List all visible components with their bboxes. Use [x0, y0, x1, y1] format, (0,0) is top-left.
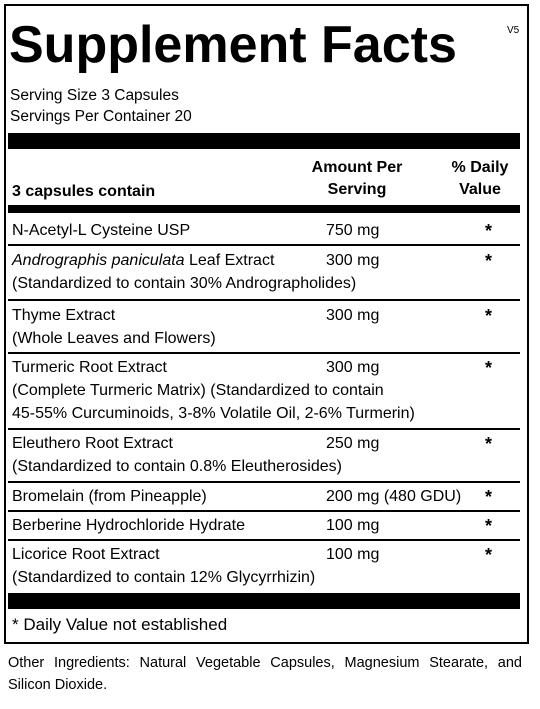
ingredient-name: Berberine Hydrochloride Hydrate: [12, 517, 245, 534]
ingredient-dv: *: [485, 221, 493, 241]
ingredient-amount: 200 mg (480 GDU): [326, 488, 462, 505]
ingredient-name: Turmeric Root Extract: [12, 359, 167, 376]
ingredient-amount: 100 mg: [326, 517, 380, 534]
version-code: V5: [507, 25, 520, 36]
ingredient-amount: 300 mg: [326, 252, 380, 269]
ingredient-dv: *: [485, 306, 493, 326]
ingredient-detail: (Standardized to contain 12% Glycyrrhizin): [12, 569, 316, 586]
other-ingredients: Other Ingredients: Natural Vegetable Capsules, Magnesium Stearate, and Silicon Dioxide.: [8, 655, 522, 693]
row-divider: [8, 244, 520, 246]
column-header-amount-1: Amount Per: [311, 159, 403, 176]
ingredient-name: Eleuthero Root Extract: [12, 435, 173, 452]
ingredient-detail: 45-55% Curcuminoids, 3-8% Volatile Oil, 2-6% Turmerin): [12, 405, 415, 422]
ingredient-name: Thyme Extract: [12, 307, 116, 324]
column-header-amount-2: Serving: [327, 181, 387, 198]
row-divider: [8, 299, 520, 301]
ingredient-name: Bromelain (from Pineapple): [12, 488, 207, 505]
divider-thick-top: [8, 133, 520, 149]
ingredient-amount: 100 mg: [326, 546, 380, 563]
ingredient-dv: *: [485, 358, 493, 378]
column-header-dv-1: % Daily: [451, 159, 509, 176]
ingredient-name: N-Acetyl-L Cysteine USP: [12, 222, 191, 239]
row-divider: [8, 539, 520, 541]
ingredient-amount: 250 mg: [326, 435, 380, 452]
servings-per-container: Servings Per Container 20: [10, 108, 192, 125]
ingredient-dv: *: [485, 434, 493, 454]
ingredient-detail: (Complete Turmeric Matrix) (Standardized to contain: [12, 382, 384, 399]
ingredient-name: [12, 250, 274, 271]
ingredient-dv: *: [485, 487, 493, 507]
ingredient-detail: (Standardized to contain 0.8% Eleutherosides): [12, 458, 342, 475]
ingredient-dv: *: [485, 545, 493, 565]
column-header-contain: 3 capsules contain: [12, 183, 156, 200]
column-header-dv-2: Value: [459, 181, 501, 198]
ingredient-amount: 750 mg: [326, 222, 380, 239]
ingredient-detail: (Whole Leaves and Flowers): [12, 330, 216, 347]
panel-title: Supplement Facts: [9, 16, 457, 74]
ingredient-amount: 300 mg: [326, 359, 380, 376]
ingredient-dv: *: [485, 516, 493, 536]
daily-value-footnote: * Daily Value not established: [12, 615, 228, 634]
ingredient-name-rest: Leaf Extract: [184, 252, 275, 269]
divider-medium: [8, 205, 520, 213]
serving-size: Serving Size 3 Capsules: [10, 87, 179, 104]
ingredient-dv: *: [485, 251, 493, 271]
ingredient-name-italic: Andrographis paniculata: [12, 252, 185, 269]
divider-thick-bottom: [8, 593, 520, 609]
row-divider: [8, 481, 520, 483]
row-divider: [8, 428, 520, 430]
ingredient-amount: 300 mg: [326, 307, 380, 324]
ingredient-name: Licorice Root Extract: [12, 546, 160, 563]
row-divider: [8, 510, 520, 512]
ingredient-detail: (Standardized to contain 30% Andrographolides): [12, 275, 357, 292]
row-divider: [8, 352, 520, 354]
